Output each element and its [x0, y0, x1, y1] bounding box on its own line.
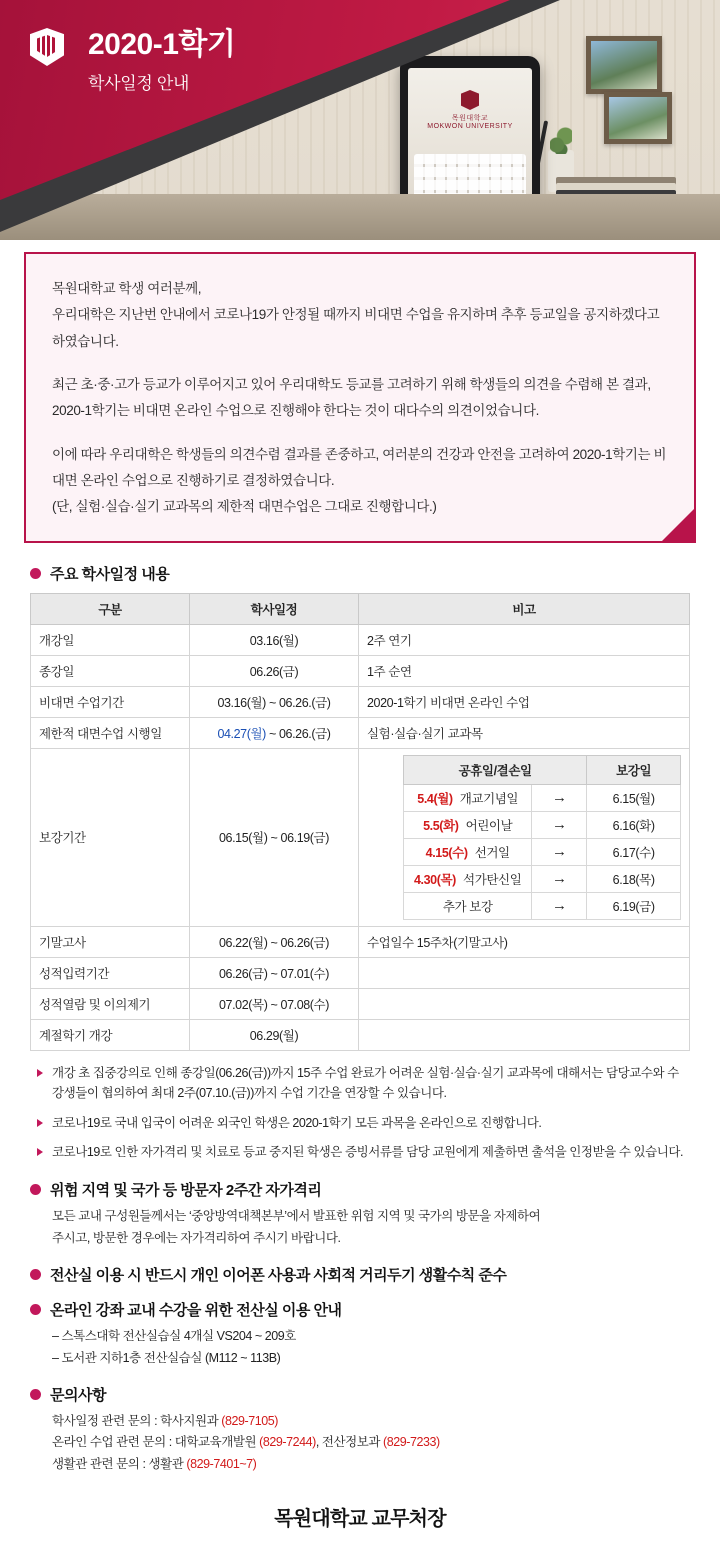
- tablet-logo-en: MOKWON UNIVERSITY: [427, 123, 513, 130]
- body-line: – 스톡스대학 전산실습실 4개실 VS204 ~ 209호: [52, 1328, 296, 1343]
- cell-date: 07.02(목) ~ 07.08(수): [190, 988, 359, 1019]
- page-subtitle: 학사일정 안내: [88, 74, 190, 93]
- body-line: 모든 교내 구성원들께서는 ‘중앙방역대책본부’에서 발표한 위험 지역 및 국가의 방문을 자제하여: [52, 1209, 541, 1223]
- section-heading: [30, 1384, 690, 1405]
- makeup-holiday-label: 개교기념일: [459, 791, 519, 806]
- cell-category: 개강일: [31, 624, 190, 655]
- schedule-table: [30, 593, 690, 1051]
- cell-category: 제한적 대면수업 시행일: [31, 717, 190, 748]
- makeup-holiday-date: 4.30(목): [414, 872, 456, 887]
- section-earphone-rule: [30, 1264, 690, 1285]
- notice-paragraph: 최근 초·중·고가 등교가 이루어지고 있어 우리대학도 등교를 고려하기 위해 학생들의 의견을 수렴해 본 결과, 2020-1학기는 비대면 온라인 수업으로 진행해야 한다는 것이 대다수의 의견이었습니다.: [52, 376, 651, 419]
- makeup-holiday-label: 어린이날: [465, 818, 513, 833]
- body-line: – 도서관 지하1층 전산실습실 (M112 ~ 113B): [52, 1350, 281, 1365]
- table-row: [31, 686, 690, 717]
- cell-note: [359, 957, 690, 988]
- makeup-holiday-cell: [404, 811, 532, 838]
- makeup-row: [404, 838, 681, 865]
- section-quarantine: [30, 1179, 690, 1250]
- section-heading-label: 문의사항: [50, 1386, 106, 1404]
- table-row: [31, 717, 690, 748]
- makeup-row: [404, 784, 681, 811]
- makeup-day-date: 6.18(목): [587, 865, 681, 892]
- contact-label: 온라인 수업 관련 문의 : 대학교육개발원: [52, 1435, 260, 1450]
- table-row: [31, 1019, 690, 1050]
- page-header: [0, 0, 720, 240]
- section-heading-label: 온라인 강좌 교내 수강을 위한 전산실 이용 안내: [50, 1301, 342, 1319]
- makeup-holiday-date: 4.15(수): [425, 845, 468, 860]
- contact-label: 학사일정 관련 문의 : 학사지원과: [52, 1413, 222, 1428]
- table-row: [31, 926, 690, 957]
- cell-category: 계절학기 개강: [31, 1019, 190, 1050]
- corner-accent: [660, 507, 696, 543]
- table-header-row: [31, 593, 690, 624]
- section-body: [52, 1206, 690, 1250]
- makeup-holiday-label: 석가탄신일: [463, 872, 522, 887]
- contact-label: 생활관 관련 문의 : 생활관: [52, 1457, 187, 1472]
- contact-phone: (829-7244): [259, 1435, 316, 1450]
- arrow-icon: →: [532, 892, 587, 919]
- cell-category: 보강기간: [31, 748, 190, 926]
- makeup-column-makeupday: 보강일: [587, 755, 681, 784]
- cell-date: 06.26(금) ~ 07.01(수): [190, 957, 359, 988]
- page-title: 2020-1학기: [88, 28, 236, 61]
- column-header-note: 비고: [359, 593, 690, 624]
- makeup-row: [404, 811, 681, 838]
- section-heading-label: 위험 지역 및 국가 등 방문자 2주간 자가격리: [50, 1182, 322, 1199]
- contact-phone-2: (829-7233): [383, 1435, 440, 1450]
- cell-note: 실험·실습·실기 교과목: [359, 717, 690, 748]
- schedule-heading-label: 주요 학사일정 내용: [50, 565, 170, 583]
- cell-note: [359, 988, 690, 1019]
- cell-date: 03.16(월): [190, 624, 359, 655]
- list-item: 코로나19로 인한 자가격리 및 치료로 등교 중지된 학생은 증빙서류를 담당 교원에게 제출하면 출석을 인정받을 수 있습니다.: [34, 1142, 690, 1163]
- bullet-dot-icon: [30, 1304, 41, 1315]
- header-title-block: [88, 28, 235, 94]
- cell-date: 06.29(월): [190, 1019, 359, 1050]
- table-row: [31, 988, 690, 1019]
- contact-line: [52, 1454, 690, 1476]
- makeup-extra-label: 추가 보강: [404, 892, 532, 919]
- cell-category: 성적열람 및 이의제기: [31, 988, 190, 1019]
- section-heading-label: 전산실 이용 시 반드시 개인 이어폰 사용과 사회적 거리두기 생활수칙 준수: [50, 1266, 507, 1284]
- contact-body: [52, 1411, 690, 1477]
- cell-date: 06.26(금): [190, 655, 359, 686]
- table-row: [31, 957, 690, 988]
- list-item: 코로나19로 국내 입국이 어려운 외국인 학생은 2020-1학기 모든 과목을 온라인으로 진행합니다.: [34, 1113, 690, 1134]
- cell-note: 1주 순연: [359, 655, 690, 686]
- makeup-column-holiday: 공휴일/결손일: [404, 755, 587, 784]
- makeup-day-date: 6.15(월): [587, 784, 681, 811]
- makeup-row: [404, 865, 681, 892]
- arrow-icon: →: [532, 784, 587, 811]
- arrow-icon: →: [532, 811, 587, 838]
- section-computer-lab: [30, 1299, 690, 1370]
- contact-phone: (829-7105): [221, 1413, 278, 1428]
- cell-date-highlight: 04.27(월): [217, 726, 266, 741]
- makeup-header-row: [404, 755, 681, 784]
- notes-list: [34, 1063, 690, 1164]
- contact-line: [52, 1432, 690, 1454]
- tablet-university-logo: [408, 90, 532, 130]
- section-heading: [30, 1264, 690, 1285]
- cell-date: [190, 717, 359, 748]
- bullet-dot-icon: [30, 568, 41, 579]
- cell-category: 비대면 수업기간: [31, 686, 190, 717]
- column-header-category: 구분: [31, 593, 190, 624]
- cell-date: 03.16(월) ~ 06.26.(금): [190, 686, 359, 717]
- cell-note: [359, 1019, 690, 1050]
- makeup-day-date: 6.17(수): [587, 838, 681, 865]
- cell-makeup-table: [359, 748, 690, 926]
- notice-box-wrapper: [24, 252, 696, 543]
- makeup-day-date: 6.19(금): [587, 892, 681, 919]
- section-heading: [30, 1179, 690, 1200]
- makeup-day-date: 6.16(화): [587, 811, 681, 838]
- makeup-holiday-label: 선거일: [474, 845, 510, 860]
- contact-label-2: , 전산정보과: [315, 1435, 384, 1450]
- plant-icon: [548, 150, 574, 192]
- arrow-icon: →: [532, 838, 587, 865]
- table-row-makeup: [31, 748, 690, 926]
- section-contact: [30, 1384, 690, 1477]
- picture-frame-icon: [604, 92, 672, 144]
- list-item: 개강 초 집중강의로 인해 종강일(06.26(금))까지 15주 수업 완료가 어려운 실험·실습·실기 교과목에 대해서는 담당교수와 수강생들이 협의하여 최대 2주(07.10.(금))까지 수업 기간을 연장할 수 있습니다.: [34, 1063, 690, 1104]
- tablet-screen: [408, 68, 532, 214]
- contact-line: [52, 1411, 690, 1433]
- notice-box: [24, 252, 696, 543]
- table-row: [31, 624, 690, 655]
- body-line: 주시고, 방문한 경우에는 자가격리하여 주시기 바랍니다.: [52, 1230, 341, 1245]
- bullet-dot-icon: [30, 1389, 41, 1400]
- makeup-holiday-cell: [404, 865, 532, 892]
- arrow-icon: →: [532, 865, 587, 892]
- cell-category: 종강일: [31, 655, 190, 686]
- notice-paragraph: 이에 따라 우리대학은 학생들의 의견수렴 결과를 존중하고, 여러분의 건강과 안전을 고려하여 2020-1학기는 비대면 온라인 수업으로 진행하기로 결정하였습니다. (단, 실험·실습·실기 교과목의 제한적 대면수업은 그대로 진행합니다.): [52, 446, 667, 515]
- makeup-days-table: [403, 755, 681, 920]
- picture-frame-icon: [586, 36, 662, 94]
- schedule-section: [30, 563, 690, 1164]
- cell-note: 수업일수 15주차(기말고사): [359, 926, 690, 957]
- cell-date-rest: ~ 06.26.(금): [265, 726, 331, 741]
- cell-date: 06.15(월) ~ 06.19(금): [190, 748, 359, 926]
- desk-surface: [0, 194, 720, 240]
- makeup-row: [404, 892, 681, 919]
- makeup-holiday-cell: [404, 838, 532, 865]
- cell-date: 06.22(월) ~ 06.26(금): [190, 926, 359, 957]
- notice-paragraph: 목원대학교 학생 여러분께, 우리대학은 지난번 안내에서 코로나19가 안정될 때까지 비대면 수업을 유지하며 추후 등교일을 공지하겠다고 하였습니다.: [52, 281, 660, 349]
- column-header-date: 학사일정: [190, 593, 359, 624]
- cell-note: 2020-1학기 비대면 온라인 수업: [359, 686, 690, 717]
- makeup-holiday-date: 5.5(화): [423, 818, 459, 833]
- table-row: [31, 655, 690, 686]
- footer-signature: 목원대학교 교무처장: [274, 1508, 446, 1531]
- schedule-heading: [30, 563, 690, 584]
- section-heading: [30, 1299, 690, 1320]
- section-body: [52, 1326, 690, 1370]
- cell-category: 성적입력기간: [31, 957, 190, 988]
- cell-note: 2주 연기: [359, 624, 690, 655]
- bullet-dot-icon: [30, 1269, 41, 1280]
- contact-phone: (829-7401~7): [186, 1457, 257, 1472]
- bullet-dot-icon: [30, 1184, 41, 1195]
- cell-category: 기말고사: [31, 926, 190, 957]
- university-emblem-icon: [461, 90, 479, 110]
- makeup-holiday-date: 5.4(월): [417, 791, 453, 806]
- tablet-logo-kr: 목원대학교: [451, 115, 489, 122]
- makeup-holiday-cell: [404, 784, 532, 811]
